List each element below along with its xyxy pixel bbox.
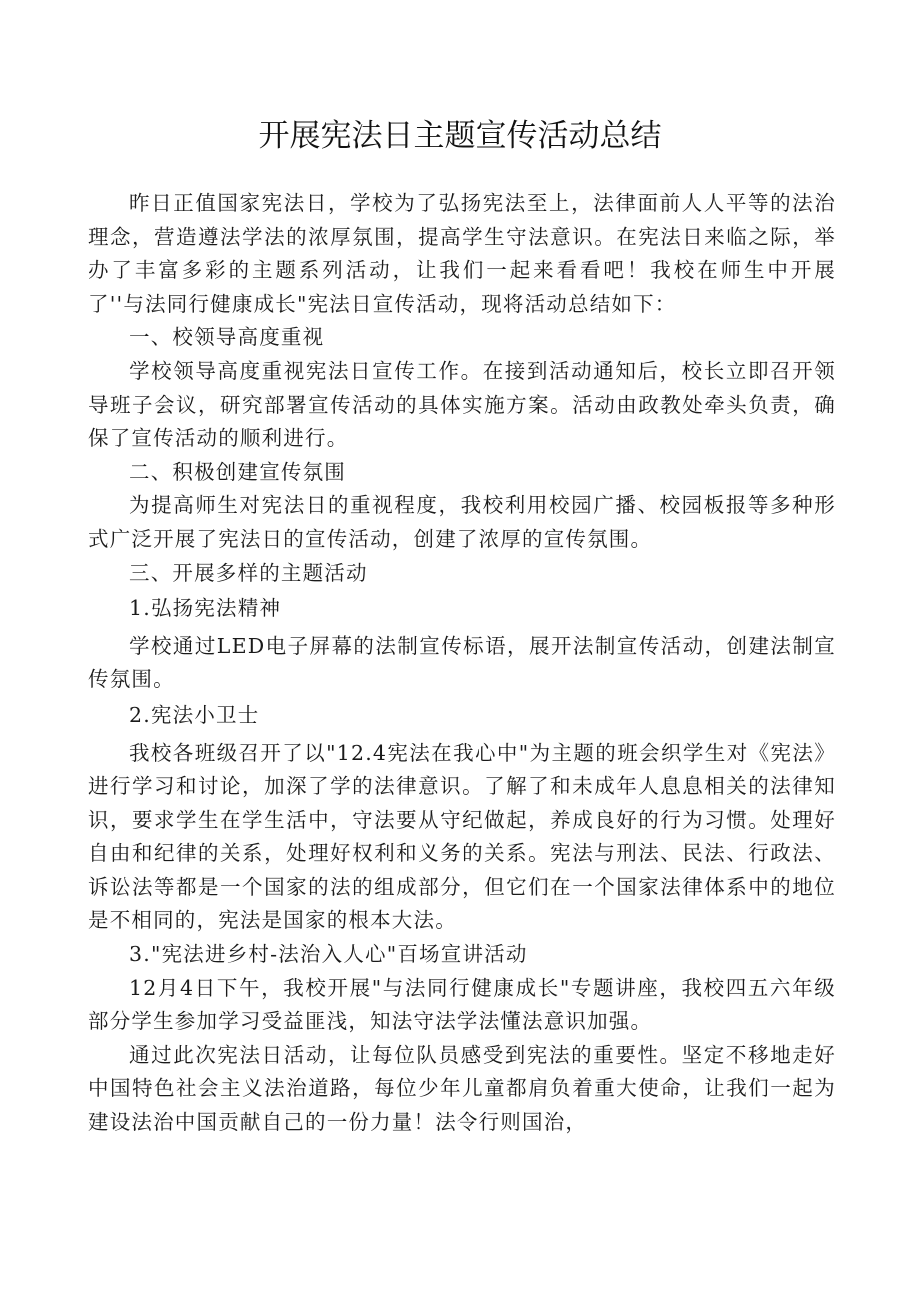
item-1-heading: 1.弘扬宪法精神	[129, 596, 282, 621]
item-2-heading: 2.宪法小卫士	[129, 702, 260, 727]
section-1-paragraph: 学校领导高度重视宪法日宣传工作。在接到活动通知后，校长立即召开领导班子会议，研究部署宣传活动的具体实施方案。活动由政教处牵头负责，确保了宣传活动的顺利进行。	[88, 358, 836, 451]
intro-paragraph: 昨日正值国家宪法日，学校为了弘扬宪法至上，法律面前人人平等的法治理念，营造遵法学法的浓厚氛围，提高学生守法意识。在宪法日来临之际，举办了丰富多彩的主题系列活动，让我们一起来看看吧！我校在师生中开展了''与法同行健康成长"宪法日宣传活动，现将活动总结如下：	[88, 191, 836, 316]
section-2-heading: 二、积极创建宣传氛围	[129, 459, 346, 484]
item-3-heading: 3."宪法进乡村-法治入人心"百场宣讲活动	[129, 942, 528, 967]
section-3-heading: 三、开展多样的主题活动	[129, 560, 368, 585]
item-1-paragraph: 学校通过LED电子屏幕的法制宣传标语，展开法制宣传活动，创建法制宣传氛围。	[88, 633, 836, 692]
section-1-heading: 一、校领导高度重视	[129, 325, 325, 350]
document-body	[88, 187, 836, 1140]
item-3-paragraph: 12月4日下午，我校开展"与法同行健康成长"专题讲座，我校四五六年级部分学生参加学习受益匪浅，知法守法学法懂法意识加强。	[88, 975, 836, 1034]
section-2-paragraph: 为提高师生对宪法日的重视程度，我校利用校园广播、校园板报等多种形式广泛开展了宪法日的宣传活动，创建了浓厚的宣传氛围。	[88, 493, 836, 551]
item-2-paragraph: 我校各班级召开了以"12.4宪法在我心中"为主题的班会织学生对《宪法》进行学习和讨论，加深了学的法律意识。了解了和未成年人息息相关的法律知识，要求学生在学生活中，守法要从守纪做起，养成良好的行为习惯。处理好自由和纪律的关系，处理好权利和义务的关系。宪法与刑法、民法、行政法、诉讼法等都是一个国家的法的组成部分，但它们在一个国家法律体系中的地位是不相同的，宪法是国家的根本大法。	[88, 740, 836, 933]
closing-paragraph: 通过此次宪法日活动，让每位队员感受到宪法的重要性。坚定不移地走好中国特色社会主义法治道路，每位少年儿童都肩负着重大使命，让我们一起为建设法治中国贡献自己的一份力量！法令行则国治，	[88, 1042, 836, 1135]
document-title: 开展宪法日主题宣传活动总结	[258, 118, 662, 154]
